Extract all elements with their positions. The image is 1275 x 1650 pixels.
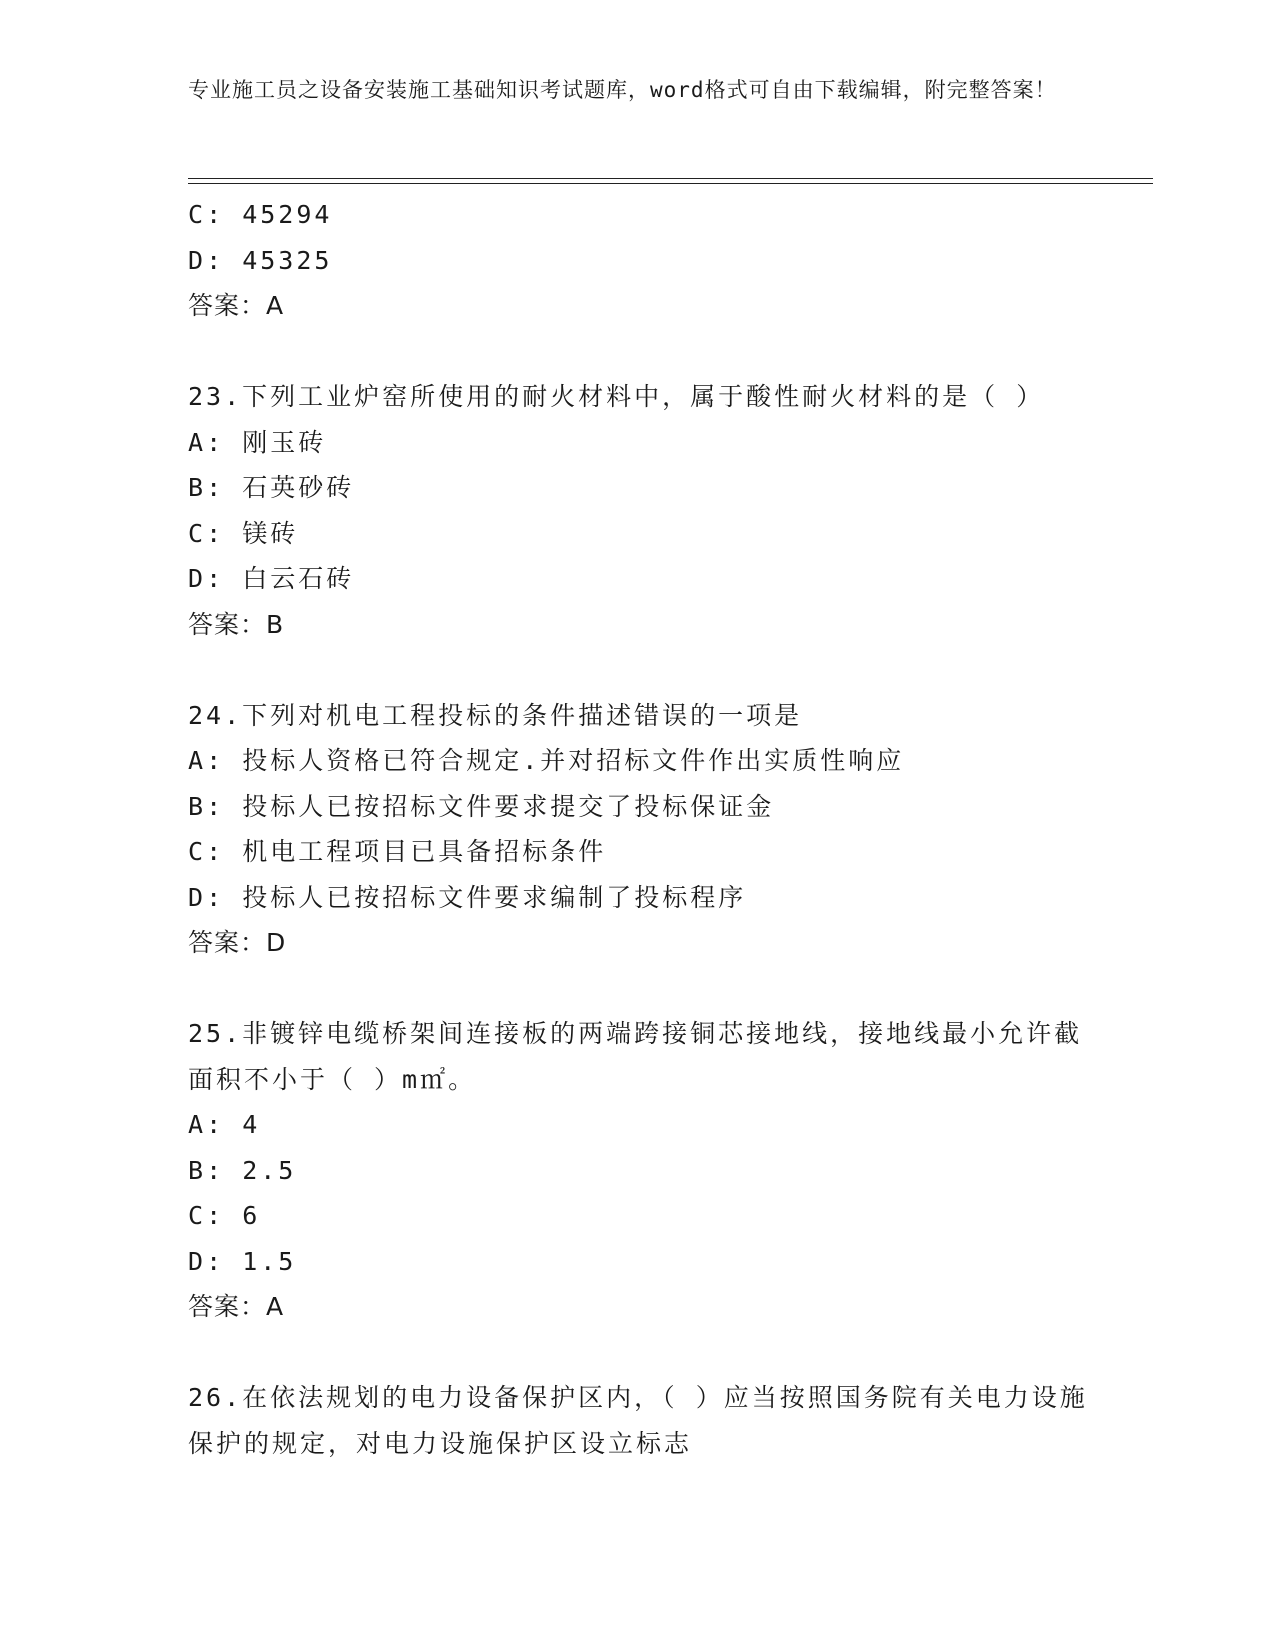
option-d: D: 1.5 bbox=[188, 1246, 297, 1276]
answer-line: 答案：D bbox=[188, 928, 287, 957]
question-22-continued bbox=[188, 192, 1088, 329]
question-stem: 24.下列对机电工程投标的条件描述错误的一项是 bbox=[188, 700, 803, 730]
option-d: D: 投标人已按招标文件要求编制了投标程序 bbox=[188, 882, 747, 912]
question-stem: 23.下列工业炉窑所使用的耐火材料中，属于酸性耐火材料的是（ ） bbox=[188, 382, 1045, 411]
option-d: D: 45325 bbox=[188, 245, 333, 275]
option-a: A: 投标人资格已符合规定.并对招标文件作出实质性响应 bbox=[188, 746, 905, 775]
header-divider-bottom bbox=[188, 183, 1153, 184]
option-b: B: 投标人已按招标文件要求提交了投标保证金 bbox=[188, 791, 775, 821]
answer-line: 答案：A bbox=[188, 291, 285, 320]
question-24 bbox=[188, 693, 1088, 966]
option-a: A: 4 bbox=[188, 1110, 261, 1139]
question-23 bbox=[188, 374, 1088, 647]
option-b: B: 2.5 bbox=[188, 1155, 297, 1185]
question-stem: 25.非镀锌电缆桥架间连接板的两端跨接铜芯接地线，接地线最小允许截面积不小于（ ）m㎡。 bbox=[188, 1019, 1083, 1094]
option-c: C: 镁砖 bbox=[188, 518, 299, 548]
option-c: C: 机电工程项目已具备招标条件 bbox=[188, 837, 607, 866]
question-list bbox=[188, 192, 1088, 1466]
header-title: 专业施工员之设备安装施工基础知识考试题库，word格式可自由下载编辑，附完整答案！ bbox=[188, 78, 1057, 102]
option-c: C: 6 bbox=[188, 1201, 261, 1230]
option-a: A: 刚玉砖 bbox=[188, 427, 327, 457]
option-c: C: 45294 bbox=[188, 200, 333, 229]
option-b: B: 石英砂砖 bbox=[188, 473, 355, 502]
question-stem: 26.在依法规划的电力设备保护区内，（ ）应当按照国务院有关电力设施保护的规定，对电力设施保护区设立标志 bbox=[188, 1383, 1088, 1458]
answer-line: 答案：B bbox=[188, 609, 285, 639]
answer-line: 答案：A bbox=[188, 1292, 285, 1321]
question-26 bbox=[188, 1375, 1088, 1466]
page-header bbox=[188, 74, 1088, 106]
header-divider-top bbox=[188, 178, 1153, 179]
question-25 bbox=[188, 1011, 1088, 1330]
option-d: D: 白云石砖 bbox=[188, 564, 355, 593]
